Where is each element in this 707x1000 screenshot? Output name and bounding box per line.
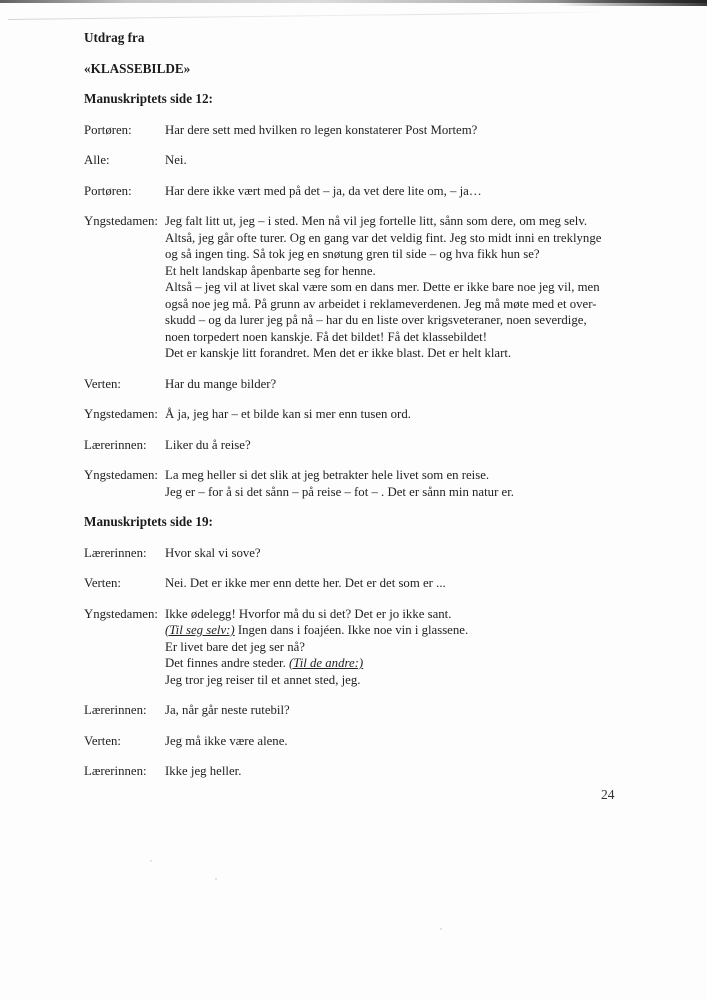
speech-text	[165, 152, 669, 169]
section-heading: «KLASSEBILDE»	[84, 60, 191, 76]
speaker-label: Lærerinnen:	[84, 703, 147, 717]
speech-segment: og så ingen ting. Så tok jeg en snøtung gren til side – og hva fikk hun se?	[165, 247, 540, 261]
dialogue-entry	[84, 122, 669, 139]
speech-segment: Nei.	[165, 153, 187, 167]
speech-line	[165, 545, 669, 562]
speaker-label: Yngstedamen:	[84, 407, 158, 421]
speech-line	[165, 329, 669, 346]
speech-segment: Å ja, jeg har – et bilde kan si mer enn tusen ord.	[165, 407, 411, 421]
speech-text	[165, 763, 669, 780]
speaker-label: Lærerinnen:	[84, 437, 147, 452]
speech-line	[165, 312, 669, 329]
speech-line	[165, 575, 669, 592]
speech-text	[165, 406, 669, 423]
speech-segment: Jeg falt litt ut, jeg – i sted. Men nå vil jeg fortelle litt, sånn som dere, om meg selv.	[165, 214, 588, 228]
speech-segment: Nei. Det er ikke mer enn dette her. Det er det som er ...	[165, 576, 446, 590]
speech-segment: Et helt landskap åpenbarte seg for henne.	[165, 263, 376, 278]
speech-line	[165, 183, 669, 200]
dialogue-entry	[84, 545, 669, 562]
speaker-label: Yngstedamen:	[84, 606, 158, 621]
speech-segment: Det finnes andre steder.	[165, 656, 290, 670]
speech-line	[165, 672, 669, 689]
speech-text	[165, 467, 669, 500]
speech-segment: Ja, når går neste rutebil?	[165, 703, 290, 717]
dialogue-entry	[84, 376, 669, 393]
speech-line	[165, 484, 669, 501]
speech-segment: skudd – og da lurer jeg på nå – har du en liste over krigsveteraner, noen severdige,	[165, 313, 587, 327]
speech-segment: Det er kanskje litt forandret. Men det er ikke blast. Det er helt klart.	[165, 346, 512, 360]
speech-segment: Ikke ødelegg! Hvorfor må du si det? Det er jo ikke sant.	[165, 606, 452, 621]
speech-line	[165, 152, 669, 169]
dialogue-entry	[84, 606, 669, 689]
speech-line	[165, 622, 669, 639]
dialogue-entry	[84, 763, 669, 780]
scan-artifact-speck	[215, 878, 217, 880]
speaker-label: Yngstedamen:	[84, 214, 158, 228]
section-heading: Manuskriptets side 19:	[84, 514, 213, 529]
speaker-label: Lærerinnen:	[84, 764, 147, 778]
speech-line	[165, 213, 669, 230]
speaker-label: Yngstedamen:	[84, 468, 158, 482]
dialogue-entry	[84, 467, 669, 500]
speech-segment: Altså, jeg går ofte turer. Og en gang var det veldig fint. Jeg sto midt inni en treklynge	[165, 230, 602, 245]
scan-artifact-speck	[150, 860, 152, 862]
scan-artifact-speck	[440, 928, 442, 930]
speech-segment: også noe jeg må. På grunn av arbeidet i reklameverdenen. Jeg må møte med et over-	[165, 296, 597, 311]
speech-line	[165, 122, 669, 139]
speech-text	[165, 733, 669, 750]
speech-text	[165, 376, 669, 393]
speech-line	[165, 376, 669, 393]
speaker-label: Verten:	[84, 576, 121, 590]
dialogue-entry	[84, 702, 669, 719]
speaker-label: Lærerinnen:	[84, 545, 147, 560]
speaker-label: Verten:	[84, 733, 121, 748]
speech-segment: Liker du å reise?	[165, 437, 251, 452]
speech-line	[165, 733, 669, 750]
speech-segment: Er livet bare det jeg ser nå?	[165, 639, 305, 654]
speech-segment: Altså – jeg vil at livet skal være som en dans mer. Dette er ikke bare noe jeg vil, men	[165, 280, 600, 294]
document-blocks	[84, 30, 669, 794]
speech-line	[165, 345, 669, 362]
dialogue-entry	[84, 183, 669, 200]
speech-text	[165, 606, 669, 689]
stage-direction: (Til seg selv:)	[165, 623, 235, 637]
speech-line	[165, 655, 669, 672]
speech-line	[165, 263, 669, 280]
speaker-label: Portøren:	[84, 183, 132, 198]
dialogue-entry	[84, 575, 669, 592]
speech-line	[165, 246, 669, 263]
speech-segment: Jeg må ikke være alene.	[165, 733, 288, 748]
speech-line	[165, 437, 669, 454]
speech-text	[165, 183, 669, 200]
dialogue-entry	[84, 437, 669, 454]
speech-text	[165, 213, 669, 362]
speech-segment: Jeg tror jeg reiser til et annet sted, jeg.	[165, 672, 361, 687]
dialogue-entry	[84, 733, 669, 750]
speech-segment: Har dere sett med hvilken ro legen konstaterer Post Mortem?	[165, 122, 478, 137]
speaker-label: Verten:	[84, 376, 121, 391]
speech-segment: Har dere ikke vært med på det – ja, da vet dere lite om, – ja…	[165, 183, 482, 198]
scan-artifact-smudge-line	[8, 12, 608, 20]
speech-segment: La meg heller si det slik at jeg betrakter hele livet som en reise.	[165, 468, 490, 482]
speech-segment: Ikke jeg heller.	[165, 764, 242, 778]
speech-line	[165, 763, 669, 780]
speech-line	[165, 230, 669, 247]
speech-text	[165, 437, 669, 454]
speech-segment: Jeg er – for å si det sånn – på reise – fot – . Det er sånn min natur er.	[165, 484, 514, 499]
speech-line	[165, 702, 669, 719]
scan-artifact-top-right-corner	[557, 0, 707, 6]
dialogue-entry	[84, 152, 669, 169]
speech-text	[165, 702, 669, 719]
speech-text	[165, 575, 669, 592]
page-number: 24	[601, 787, 615, 802]
speaker-label: Alle:	[84, 153, 110, 167]
speech-segment: Hvor skal vi sove?	[165, 545, 261, 560]
dialogue-entry	[84, 213, 669, 362]
speech-text	[165, 545, 669, 562]
speech-line	[165, 467, 669, 484]
speech-line	[165, 279, 669, 296]
speech-line	[165, 639, 669, 656]
speech-segment: noen torpedert noen kanskje. Få det bildet! Få det klassebildet!	[165, 329, 487, 344]
speaker-label: Portøren:	[84, 122, 132, 137]
section-heading: Manuskriptets side 12:	[84, 91, 213, 106]
speech-line	[165, 606, 669, 623]
section-heading: Utdrag fra	[84, 30, 145, 45]
stage-direction: (Til de andre:)	[289, 656, 364, 670]
speech-line	[165, 296, 669, 313]
speech-segment: Ingen dans i foajéen. Ikke noe vin i glassene.	[234, 623, 469, 637]
dialogue-entry	[84, 406, 669, 423]
speech-text	[165, 122, 669, 139]
speech-line	[165, 406, 669, 423]
speech-segment: Har du mange bilder?	[165, 376, 277, 391]
